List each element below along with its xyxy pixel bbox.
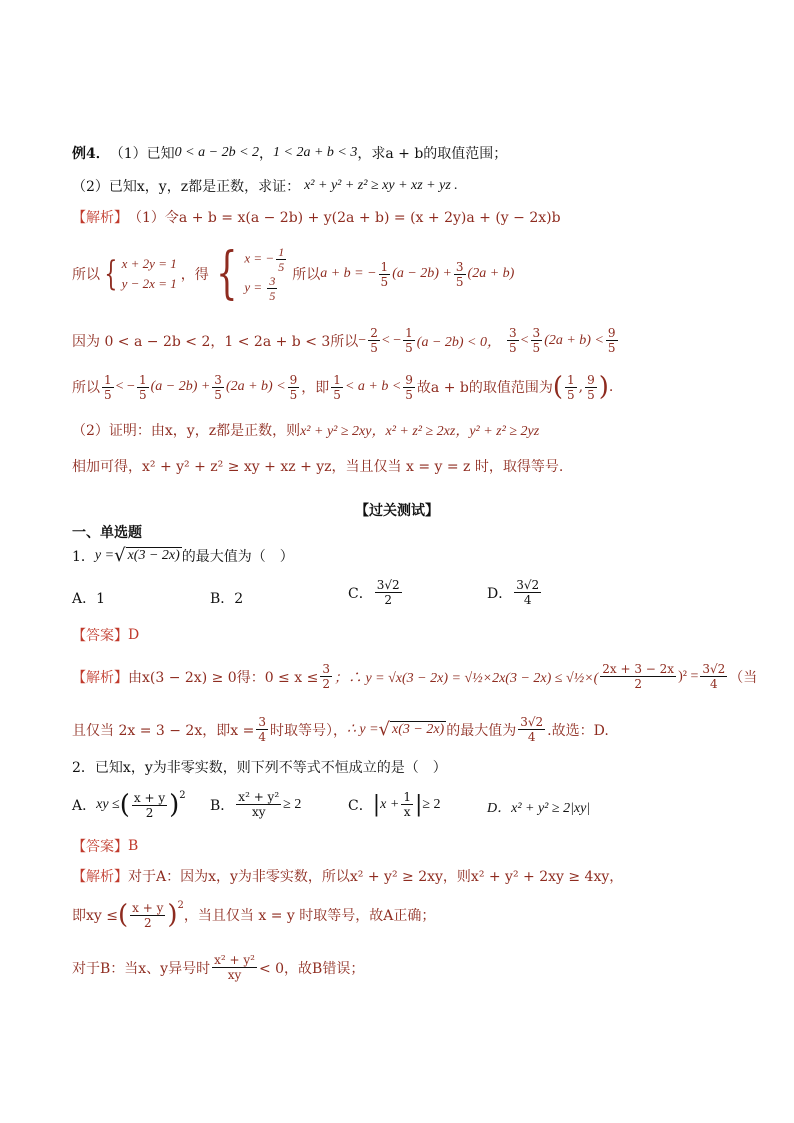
- solution-s2-then: 所以: [292, 267, 321, 283]
- example-part2: （2）已知x，y，z都是正数，求证：: [72, 179, 301, 195]
- q2-option-b: B． $\frac{\text{x² + y²}}{xy}$ ≥ 2: [210, 790, 302, 819]
- example-ask: ，求a + b的取值范围；: [357, 146, 508, 162]
- solution-s2-get: ，得: [180, 267, 209, 283]
- q2-solution-line-3: 对于B：当x、y异号时 x² + y² xy < 0，故B错误；: [72, 953, 365, 982]
- q2-option-c: C． | x + $\frac{1}{x}$ | ≥ 2: [348, 790, 441, 819]
- q2-sol-b-pre: 即xy ≤: [72, 908, 118, 924]
- q2-option-d: D．x² + y² ≥ 2|xy|: [487, 801, 591, 816]
- solution-s5: （2）证明：由x，y，z都是正数，则: [72, 423, 301, 439]
- solution-s2-prefix: 所以: [72, 267, 100, 283]
- example-part1: （1）已知: [109, 146, 175, 162]
- solution-line-1: [72, 207, 561, 227]
- q1-answer: [72, 625, 139, 645]
- q1-solution-line-2: 且仅当 2x = 3 − 2x，即x = $\frac{3}{4}$ 时取等号）， ∴ y = √ x(3 − 2x) 的最大值为 3√2 4 .故选：D.: [72, 715, 609, 744]
- q1-sol-c: 且仅当 2x = 3 − 2x，即x =: [72, 722, 255, 739]
- q1-sol-a: 由x(3 − 2x) ≥ 0得：0 ≤ x ≤: [128, 669, 319, 686]
- solution-tag: 【解析】: [72, 210, 128, 226]
- q2-sol-a: 对于A：因为x，y为非零实数，所以x² + y² ≥ 2xy，则x² + y² + 2xy ≥ 4xy，: [128, 869, 624, 885]
- q2-sol-c-post: < 0，故B错误；: [258, 960, 365, 977]
- q2-solution-tag: 【解析】: [72, 869, 128, 885]
- q1-option-c: C． 3√2 2: [348, 578, 400, 607]
- solution-line-4: 所以 1 5 < − $\frac{1}{5}$ (a − 2b) + $\frac{3}{5}$ (2a + b) < 9 5 ，即 1 5 < a + b < 9 5 故a + b的取值范围为 ( 1 5 , 9 5 ) .: [72, 372, 614, 402]
- q1-solution-line-1: 【解析】 由x(3 − 2x) ≥ 0得：0 ≤ x ≤ $\frac{3}{2}$ ；∴ y = √x(3 − 2x) = √½×2x(3 − 2x) ≤ √½×( 2x + 3 − 2x 2 )² = $\frac{3√2}{4}$ （当: [72, 662, 758, 691]
- q2-sol-c-pre: 对于B：当x、y异号时: [72, 960, 211, 977]
- example-line-2: [72, 176, 458, 196]
- system-1: x + 2y = 1 y − 2x = 1: [121, 256, 177, 291]
- q1-option-a: A．1: [72, 591, 106, 607]
- q1-option-d-label: D．: [487, 585, 513, 602]
- q2-solution-line-2: 即xy ≤ ( x + y 2 ) 2 ，当且仅当 x = y 时取等号，故A正确；: [72, 900, 436, 930]
- q2-sol-b-post: ，当且仅当 x = y 时取等号，故A正确；: [183, 908, 436, 924]
- solution-line-6: [72, 456, 563, 476]
- solution-line-3: 因为 0 < a − 2b < 2，1 < 2a + b < 3所以 − $\frac{2}{5}$ < − $\frac{1}{5}$ (a − 2b) < 0， 3 5 < 3 5 (2a + b) < 9 5: [72, 326, 616, 355]
- solution-s6: 相加可得，x² + y² + z² ≥ xy + xz + yz，当且仅当 x = y = z 时，取得等号.: [72, 459, 564, 475]
- q1-sol-e: 的最大值为: [446, 722, 517, 739]
- solution-s1: （1）令a + b = x(a − 2b) + y(2a + b) = (x + 2y)a + (y − 2x)b: [128, 210, 561, 226]
- section-title: 一、单选题: [72, 525, 142, 541]
- test-header: 【过关测试】: [355, 503, 439, 519]
- q2-answer: [72, 836, 138, 856]
- solution-s4-mid: ，即: [301, 380, 330, 396]
- q1-stem-tail: 的最大值为（ ）: [181, 548, 294, 565]
- q2-stem-text: 已知x，y为非零实数，则下列不等式不恒成立的是（ ）: [94, 760, 447, 776]
- q1-option-b: B．2: [210, 591, 244, 607]
- q1-sol-f: .故选：D.: [547, 722, 609, 739]
- q2-num: 2．: [72, 760, 95, 776]
- example-part2-ineq: x² + y² + z² ≥ xy + xz + yz .: [304, 178, 458, 193]
- q1-sol-d: 时取等号），: [269, 722, 347, 739]
- q1-option-d: D． 3√2 4: [487, 578, 540, 607]
- solution-line-5: （2）证明：由x，y，z都是正数，则 x² + y² ≥ 2xy，x² + z² ≥ 2xz，y² + z² ≥ 2yz: [72, 420, 539, 440]
- q1-stem: 1． y = √ x(3 − 2x) 的最大值为（ ）: [72, 545, 294, 566]
- solution-line-2: 所以 { x + 2y = 1 y − 2x = 1 ，得 { x = − $\frac{1}{5}$ y = $\frac{3}{5}$ 所以 a + b = − $\frac{1}{5}$ (a − 2b) + $\frac{3}{5}$ (2a + b): [72, 241, 515, 306]
- q2-answer-tag: 【答案】: [72, 839, 128, 855]
- q1-solution-tag: 【解析】: [72, 669, 128, 686]
- solution-s4-tail: 故a + b的取值范围为: [416, 380, 553, 396]
- q1-num: 1．: [72, 548, 95, 565]
- q2-option-c-label: C．: [348, 797, 373, 814]
- q2-option-b-label: B．: [210, 797, 235, 814]
- q2-stem: [72, 757, 447, 777]
- system-2: x = − $\frac{1}{5}$ y = $\frac{3}{5}$: [244, 245, 285, 303]
- solution-s3: 因为 0 < a − 2b < 2，1 < 2a + b < 3所以: [72, 333, 359, 350]
- example-cond1: 0 < a − 2b < 2: [174, 145, 260, 160]
- example-label: 例4: [72, 146, 96, 162]
- example-cond2: 1 < 2a + b < 3: [273, 145, 358, 160]
- solution-s4-prefix: 所以: [72, 380, 100, 396]
- q2-answer-value: B: [128, 838, 139, 854]
- q1-answer-tag: 【答案】: [72, 628, 128, 644]
- q1-answer-value: D: [128, 627, 140, 643]
- q2-option-a: A． xy ≤ ( x + y 2 ) 2: [72, 790, 186, 820]
- q2-option-a-label: A．: [72, 798, 97, 814]
- q2-solution-line-1: [72, 866, 623, 886]
- q1-sol-b: （当: [729, 669, 758, 686]
- q1-option-c-label: C．: [348, 585, 373, 602]
- example-line-1: 例4 ． （1）已知 0 < a − 2b < 2 ， 1 < 2a + b < 3 ，求a + b的取值范围；: [72, 145, 508, 162]
